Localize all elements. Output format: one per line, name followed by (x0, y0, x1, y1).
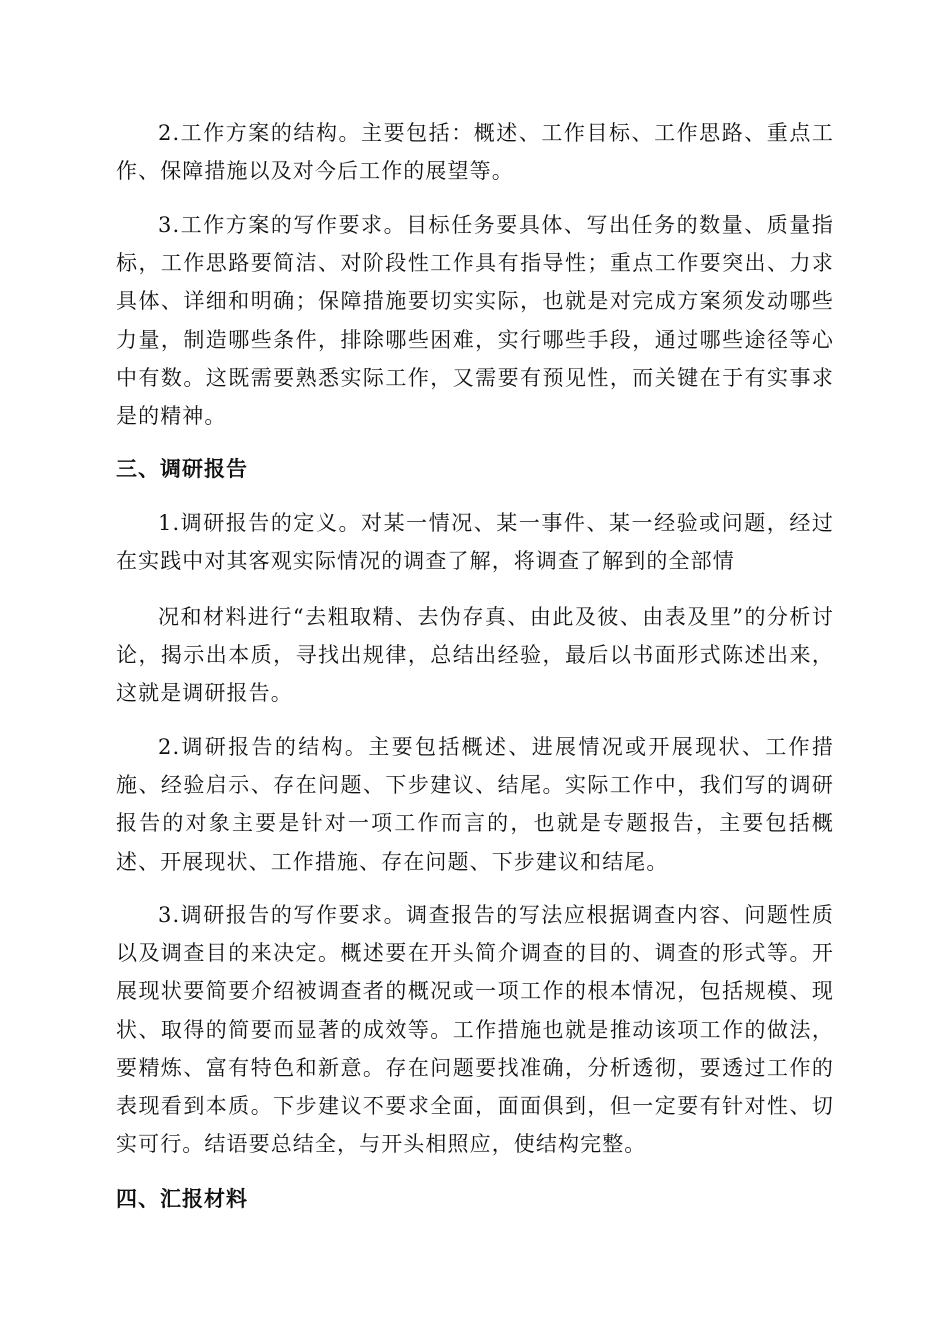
heading-survey-report: 三、调研报告 (116, 457, 248, 481)
paragraph-work-plan-structure: 2.工作方案的结构。主要包括：概述、工作目标、工作思路、重点工作、保障措施以及对今后工作的展望等。 (116, 121, 834, 184)
paragraph-survey-report-structure: 2.调研报告的结构。主要包括概述、进展情况或开展现状、工作措施、经验启示、存在问题、下步建议、结尾。实际工作中，我们写的调研报告的对象主要是针对一项工作而言的，也就是专题报告，主要包括概述、开展现状、工作措施、存在问题、下步建议和结尾。 (116, 735, 834, 874)
paragraph-survey-report-definition-continued: 况和材料进行“去粗取精、去伪存真、由此及彼、由表及里”的分析讨论，揭示出本质，寻找出规律，总结出经验，最后以书面形式陈述出来，这就是调研报告。 (116, 605, 834, 706)
paragraph-work-plan-writing-requirements: 3.工作方案的写作要求。目标任务要具体、写出任务的数量、质量指标，工作思路要简洁、对阶段性工作具有指导性；重点工作要突出、力求具体、详细和明确；保障措施要切实实际，也就是对完成方案须发动哪些力量，制造哪些条件，排除哪些困难，实行哪些手段，通过哪些途径等心中有数。这既需要熟悉实际工作，又需要有预见性，而关键在于有实事求是的精神。 (116, 213, 834, 429)
paragraph-survey-report-definition: 1.调研报告的定义。对某一情况、某一事件、某一经验或问题，经过在实践中对其客观实际情况的调查了解，将调查了解到的全部情 (116, 511, 834, 574)
paragraph-survey-report-writing-requirements: 3.调研报告的写作要求。调查报告的写法应根据调查内容、问题性质以及调查目的来决定。概述要在开头简介调查的目的、调查的形式等。开展现状要简要介绍被调查者的概况或一项工作的根本情况，包括规模、现状、取得的简要而显著的成效等。工作措施也就是推动该项工作的做法，要精炼、富有特色和新意。存在问题要找准确，分析透彻，要透过工作的表现看到本质。下步建议不要求全面，面面俱到，但一定要有针对性、切实可行。结语要总结全，与开头相照应，使结构完整。 (116, 903, 834, 1157)
heading-report-materials: 四、汇报材料 (116, 1187, 248, 1211)
